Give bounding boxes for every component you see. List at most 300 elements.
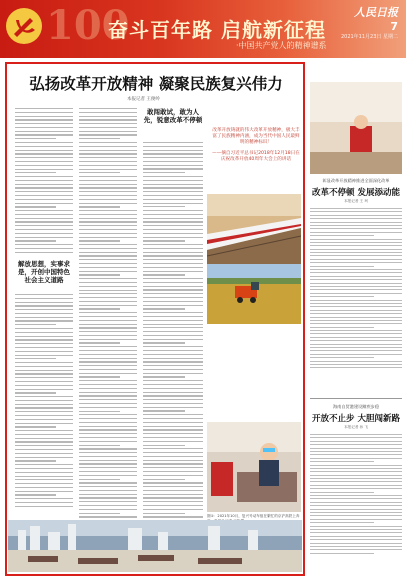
body-text-line [143,369,203,370]
body-text-line [15,127,73,128]
body-text-line [79,301,137,302]
body-text-line [79,482,137,483]
body-text-line [143,346,203,347]
body-text-line [79,516,137,517]
body-text-line [79,119,137,120]
photo-panorama[interactable] [8,520,302,572]
body-text-line [15,305,73,306]
body-text-line [143,153,203,154]
body-text-line [15,123,73,124]
body-text-line [15,487,73,488]
body-text-line [79,437,137,438]
body-text-line [79,259,137,260]
body-text-line [143,516,203,517]
body-text-line [79,373,137,374]
body-text-line [15,240,56,241]
body-text-line [15,347,73,348]
body-text-line [310,532,402,533]
body-text-line [79,316,137,317]
photo-train[interactable] [207,194,301,264]
body-text-line [79,403,137,404]
article-headline: 弘扬改革开放精神 凝聚民族复兴伟力 [29,74,283,93]
body-text-line [310,478,402,479]
body-text-line [143,195,203,196]
body-text-line [15,498,73,499]
right-divider [310,398,402,399]
body-text-line [143,191,203,192]
body-text-line [143,252,203,253]
body-text-line [143,255,203,256]
body-text-line [79,490,137,491]
body-text-line [79,293,137,294]
body-text-line [310,492,374,493]
body-text-line [15,423,73,424]
body-text-line [310,361,402,362]
body-text-line [310,475,402,476]
body-text-line [15,169,73,170]
body-text-line [15,358,56,359]
body-text-line [143,271,203,272]
body-text-line [143,490,203,491]
body-text-line [143,395,203,396]
body-text-line [143,248,203,249]
body-text-line [143,142,203,143]
body-text-line [15,142,73,143]
body-text-line [15,191,73,192]
body-text-line [310,357,374,358]
body-text-line [143,399,203,400]
body-text-line [143,471,203,472]
body-text-line [143,312,203,313]
body-text-line [79,116,137,117]
body-text-line [79,191,137,192]
body-text-line [310,437,402,438]
body-text-line [143,414,203,415]
body-text-line [143,305,203,306]
body-text-line [79,429,137,430]
body-text-line [79,407,137,408]
banner-subtitle: ·中国共产党人的精神谱系 [236,41,327,50]
body-text-line [310,434,402,435]
body-text-line [143,168,203,169]
body-text-line [143,335,203,336]
body-text-line [310,347,402,348]
body-text-line [15,157,73,158]
body-text-line [15,453,73,454]
article-subhead-2: 敢闯敢试，敢为人先，锐意改革不停顿 [143,108,203,124]
body-text-line [143,479,185,480]
issue-date: 2021年11月23日 星期二 [340,34,398,40]
body-text-line [79,267,137,268]
body-text-line [143,403,203,404]
body-text-line [310,272,402,273]
body-text-line [79,354,137,355]
body-text-line [79,180,137,181]
body-text-line [79,278,137,279]
body-text-line [310,502,402,503]
body-text-line [310,310,402,311]
body-text-line [310,330,402,331]
body-text-line [143,157,203,158]
body-text-line [79,210,137,211]
body-text-line [15,411,73,412]
body-text-line [310,235,374,236]
body-text-line [310,283,402,284]
body-text-line [15,502,73,503]
body-text-line [15,309,73,310]
body-text-line [79,131,137,132]
body-text-line [310,471,402,472]
article-column-1 [15,108,73,258]
body-text-line [79,388,137,389]
body-text-line [310,344,402,345]
body-text-line [143,445,185,446]
pull-quote-source: ——摘自习近平总书记2018年12月18日在庆祝改革开放40周年大会上的讲话 [212,150,300,162]
body-text-line [15,355,73,356]
body-text-line [310,300,402,301]
body-text-line [79,176,137,177]
body-text-line [310,448,402,449]
body-text-line [79,441,137,442]
body-text-line [79,494,137,495]
body-text-line [143,282,203,283]
body-text-line [310,465,402,466]
body-text-line [310,276,402,277]
body-text-line [143,482,203,483]
panorama-image [8,520,302,572]
body-text-line [79,187,137,188]
party-emblem-icon [4,6,44,46]
right-story-1-body [310,208,402,394]
right-top-image [310,82,402,174]
body-text-line [143,308,185,309]
banner-title: 奋斗百年路 启航新征程 [108,18,326,42]
body-text-line [143,509,203,510]
body-text-line [143,463,203,464]
body-text-line [310,218,402,219]
body-text-line [143,199,203,200]
body-text-line [79,475,137,476]
body-text-line [15,506,73,507]
body-text-line [310,539,402,540]
body-text-line [79,399,137,400]
body-text-line [143,184,203,185]
photo-harvest[interactable] [207,264,301,324]
body-text-line [143,172,185,173]
body-text-line [143,501,203,502]
body-text-line [79,331,137,332]
body-text-line [143,497,203,498]
body-text-line [15,248,73,249]
body-text-line [310,468,402,469]
body-text-line [15,445,73,446]
body-text-line [310,536,402,537]
body-text-line [79,339,137,340]
body-text-line [310,512,402,513]
body-text-line [79,172,120,173]
body-text-line [143,456,203,457]
body-text-line [79,445,120,446]
body-text-line [79,327,137,328]
body-text-line [143,214,203,215]
body-text-line [15,294,73,295]
body-text-line [143,289,203,290]
right-column [310,62,402,576]
body-text-line [79,426,137,427]
body-text-line [143,221,203,222]
body-text-line [15,108,73,109]
body-text-line [79,346,137,347]
body-text-line [79,452,137,453]
page-number: 7 [390,20,398,33]
body-text-line [310,543,402,544]
body-text-line [79,233,137,234]
body-text-line [310,259,402,260]
body-text-line [15,218,73,219]
body-text-line [79,471,137,472]
body-text-line [143,180,203,181]
masthead-name: 人民日报 [354,6,398,19]
page-banner [0,0,406,58]
body-text-line [15,131,73,132]
body-text-line [143,373,203,374]
body-text-line [310,239,402,240]
body-text-line [15,112,73,113]
body-text-line [310,303,402,304]
body-text-line [143,350,203,351]
body-text-line [15,464,73,465]
body-text-line [310,225,402,226]
body-text-line [15,351,73,352]
body-text-line [143,233,203,234]
body-text-line [143,339,203,340]
body-text-line [143,286,203,287]
body-text-line [143,274,185,275]
body-text-line [15,476,73,477]
body-text-line [143,267,203,268]
body-text-line [15,343,73,344]
body-text-line [15,385,73,386]
photo-right-top[interactable] [310,82,402,174]
body-text-line [79,225,137,226]
body-text-line [15,324,56,325]
body-text-line [15,407,73,408]
body-text-line [15,332,73,333]
main-article[interactable] [5,62,305,576]
body-text-line [143,187,203,188]
body-text-line [310,367,402,368]
body-text-line [143,361,203,362]
body-text-line [79,376,120,377]
body-text-line [79,448,137,449]
body-text-line [310,364,402,365]
pull-quote [211,128,301,163]
article-column-2 [79,108,137,568]
body-text-line [15,373,73,374]
body-text-line [15,460,56,461]
body-text-line [15,150,73,151]
body-text-line [310,333,402,334]
body-text-line [15,187,73,188]
body-text-line [143,429,203,430]
body-text-line [79,146,137,147]
body-text-line [79,142,137,143]
body-text-line [15,298,73,299]
body-text-line [79,240,120,241]
article-column-3 [143,142,203,572]
body-text-line [143,384,203,385]
body-text-line [15,153,73,154]
body-text-line [143,301,203,302]
body-text-line [143,278,203,279]
body-text-line [143,433,203,434]
body-text-line [79,286,137,287]
body-text-line [310,317,402,318]
body-text-line [79,138,120,139]
body-text-line [310,242,402,243]
body-text-line [15,206,56,207]
body-text-line [79,248,137,249]
body-text-line [310,293,402,294]
body-text-line [15,237,73,238]
body-text-line [143,376,185,377]
body-text-line [310,451,402,452]
body-text-line [310,519,402,520]
body-text-line [143,354,203,355]
body-text-line [15,370,73,371]
train-image [207,194,301,264]
body-text-line [79,513,120,514]
body-text-line [79,161,137,162]
body-text-line [143,475,203,476]
body-text-line [143,494,203,495]
body-text-line [310,228,402,229]
body-text-line [15,138,56,139]
body-text-line [310,481,402,482]
right-story-2-title[interactable]: 开放不止步 大胆闯新路 [312,414,400,424]
body-text-line [79,460,137,461]
body-text-line [79,282,137,283]
body-text-line [15,396,73,397]
body-text-line [79,255,137,256]
body-text-line [79,214,137,215]
body-text-line [143,259,203,260]
body-text-line [143,206,185,207]
body-text-line [143,297,203,298]
body-text-line [79,361,137,362]
body-text-line [143,448,203,449]
body-text-line [143,365,203,366]
body-text-line [79,369,137,370]
expo-image [207,422,301,512]
body-text-line [79,479,120,480]
body-text-line [79,153,137,154]
right-story-1-title[interactable]: 改革不停顿 发展添动能 [312,188,400,198]
body-text-line [143,441,203,442]
body-text-line [15,392,56,393]
body-text-line [79,320,137,321]
body-text-line [143,426,203,427]
body-text-line [15,176,73,177]
body-text-line [15,426,56,427]
body-text-line [15,404,73,405]
body-text-line [15,366,73,367]
body-text-line [15,457,73,458]
body-text-line [79,134,137,135]
article-subhead-1: 解放思想，实事求是，开创中国特色社会主义道路 [18,260,70,284]
body-text-line [15,494,56,495]
photo-expo[interactable] [207,422,301,512]
body-text-line [79,395,137,396]
body-text-line [310,269,402,270]
body-text-line [79,456,137,457]
body-text-line [143,486,203,487]
body-text-line [15,221,73,222]
body-text-line [79,418,137,419]
body-text-line [15,317,73,318]
body-text-line [79,221,137,222]
body-text-line [143,327,203,328]
body-text-line [310,505,402,506]
body-text-line [310,354,402,355]
body-text-line [15,146,73,147]
body-text-line [310,279,402,280]
body-text-line [79,229,137,230]
body-text-line [310,266,374,267]
body-text-line [15,339,73,340]
body-text-line [15,430,73,431]
right-story-2-byline: 本报记者 孙 飞 [344,425,368,429]
body-text-line [79,112,137,113]
body-text-line [15,172,56,173]
body-text-line [15,441,73,442]
body-text-line [310,454,402,455]
body-text-line [79,237,137,238]
body-text-line [310,208,402,209]
body-text-line [79,218,137,219]
body-text-line [15,479,73,480]
body-text-line [143,407,203,408]
body-text-line [15,214,73,215]
body-text-line [15,336,73,337]
body-text-line [310,461,374,462]
body-text-line [79,380,137,381]
body-text-line [143,146,203,147]
body-text-line [310,232,402,233]
body-text-line [143,418,203,419]
body-text-line [143,388,203,389]
article-column-1b [15,294,73,514]
body-text-line [79,505,137,506]
body-text-line [310,296,374,297]
body-text-line [143,218,203,219]
body-text-line [143,513,185,514]
body-text-line [143,422,203,423]
body-text-line [79,509,137,510]
body-text-line [143,320,203,321]
body-text-line [310,515,402,516]
body-text-line [15,472,73,473]
body-text-line [143,165,203,166]
body-text-line [79,195,137,196]
body-text-line [310,211,402,212]
body-text-line [15,389,73,390]
body-text-line [15,203,73,204]
body-text-line [15,362,73,363]
right-story-2-kicker: 海南自贸港建设蹄疾步稳 [332,404,380,409]
body-text-line [143,410,185,411]
body-text-line [79,274,120,275]
